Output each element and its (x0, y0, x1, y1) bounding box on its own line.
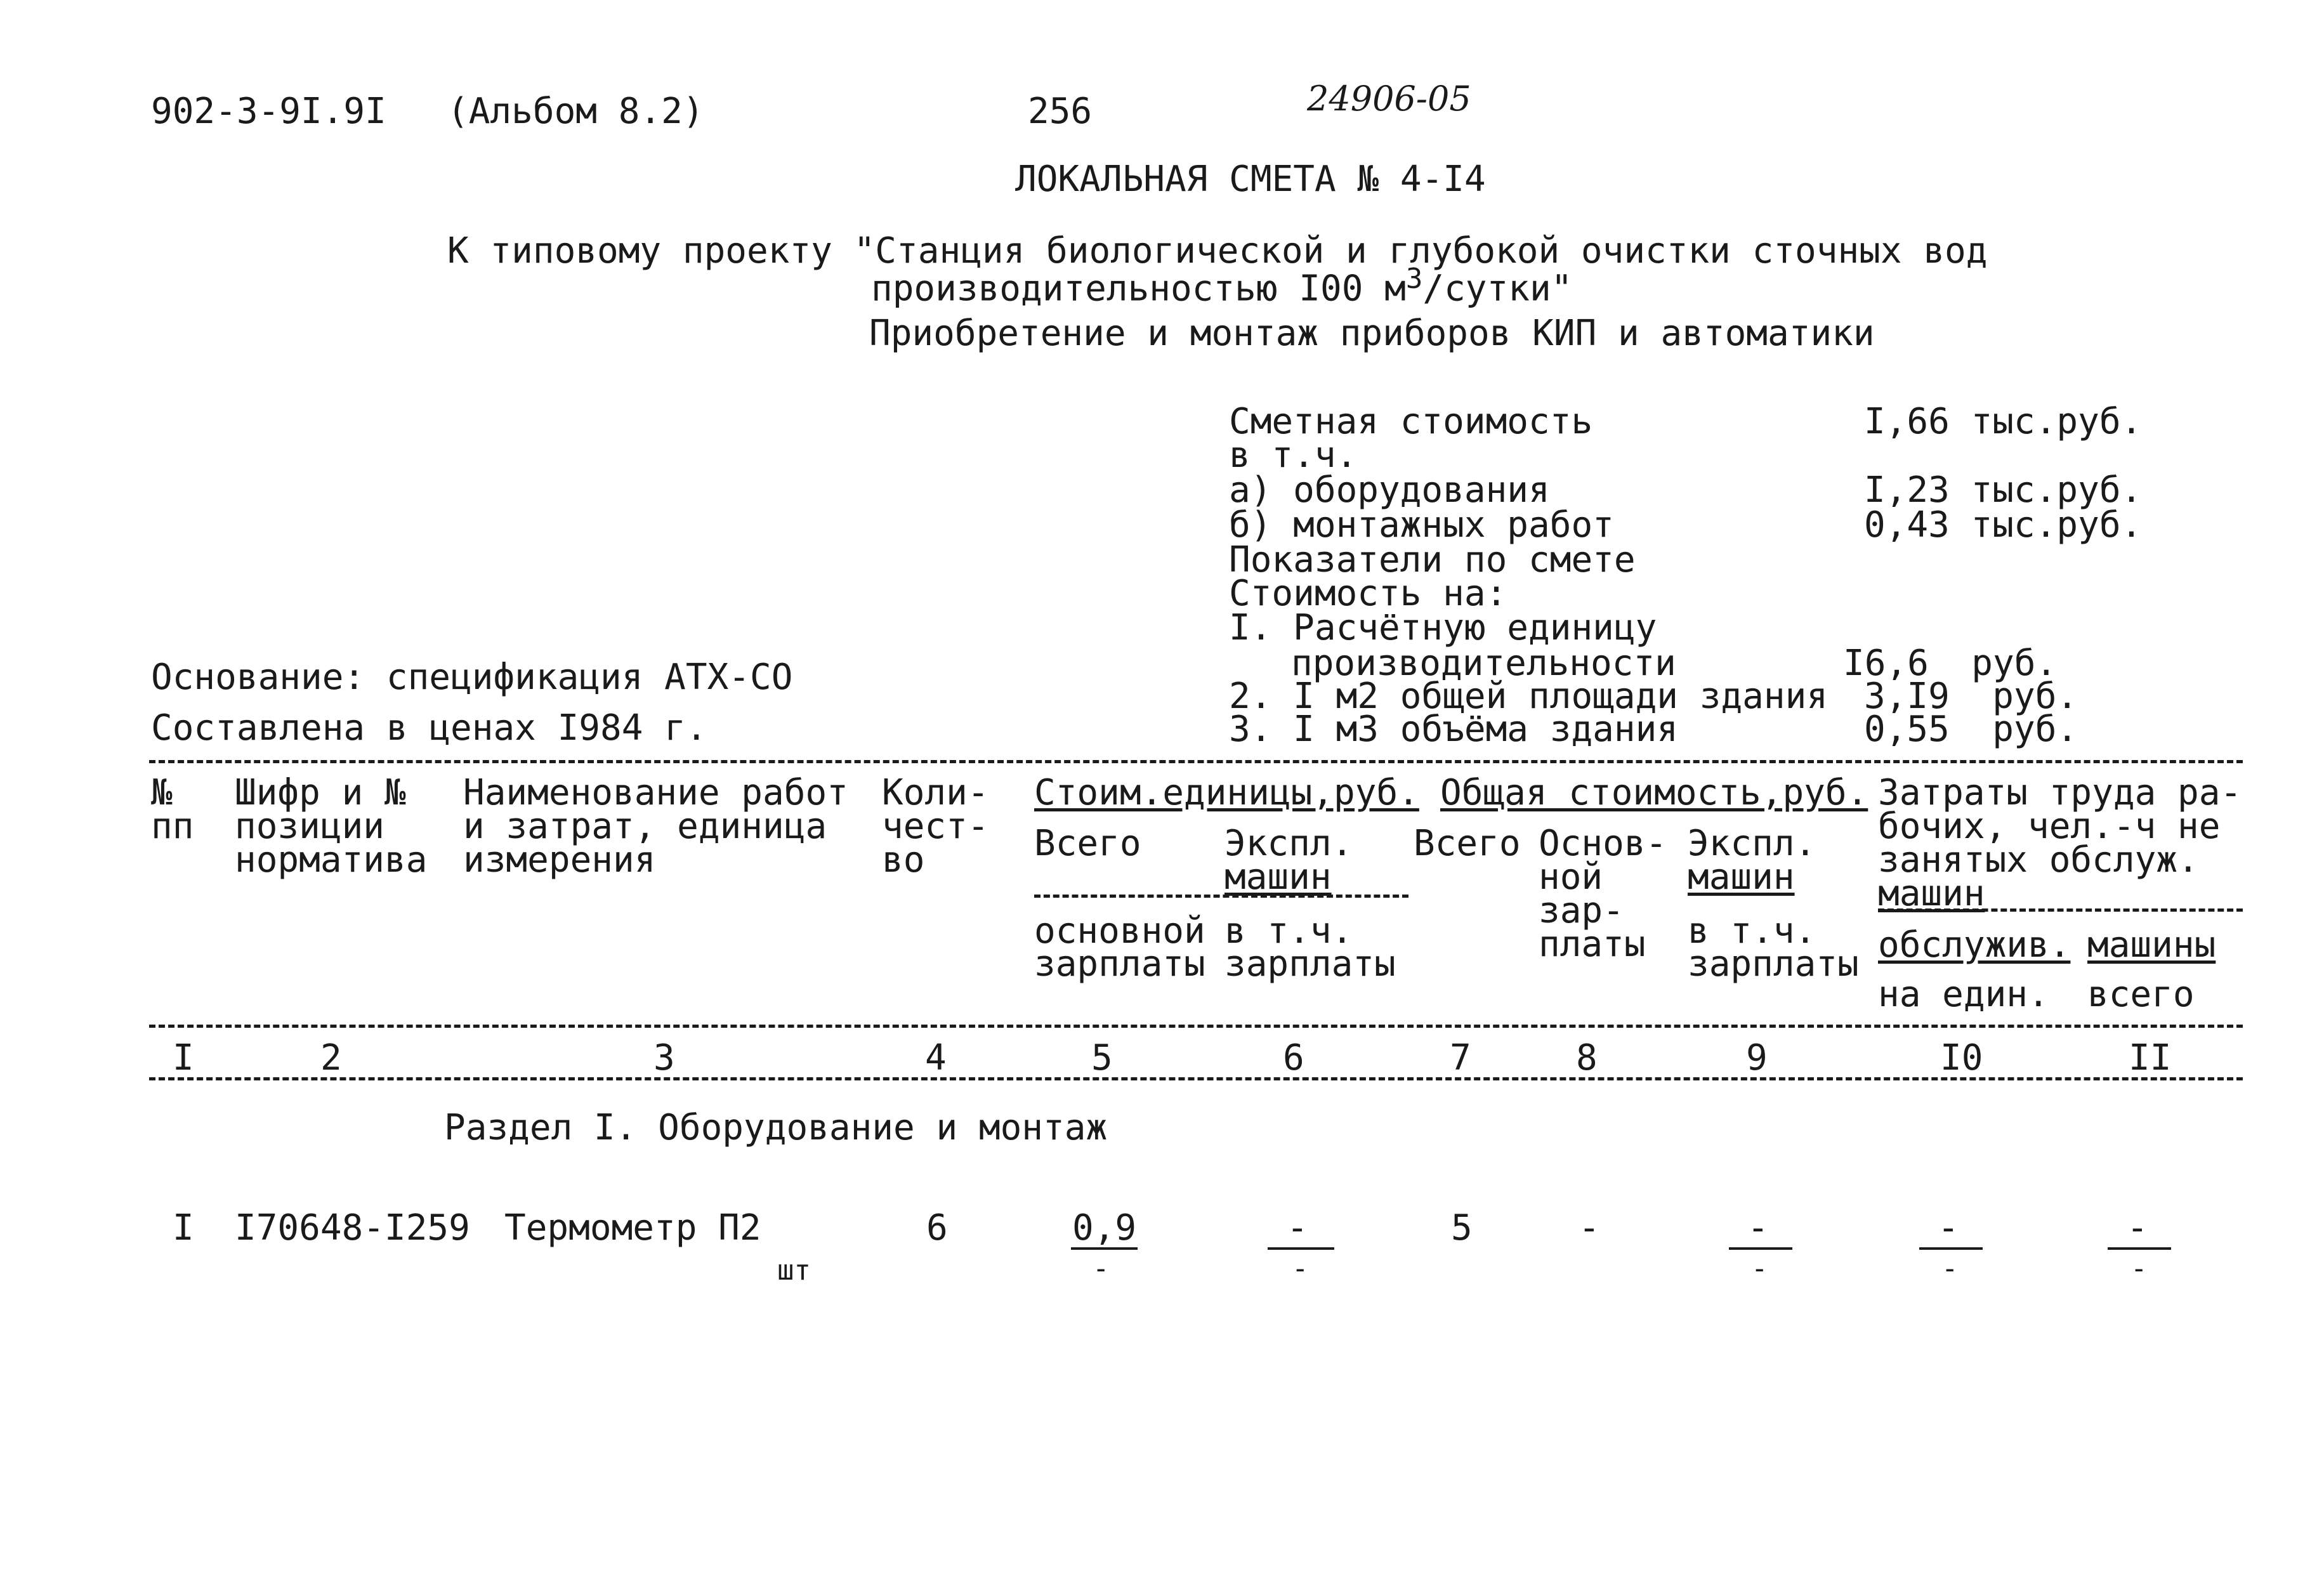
row-unit-cost: 0,9 (1072, 1207, 1137, 1249)
row-unit-machine: - (1287, 1207, 1308, 1249)
album-label: (Альбом 8.2) (447, 91, 704, 132)
col3-header-3: измерения (463, 839, 656, 881)
col6-header-top-2: машин (1224, 856, 1332, 898)
col1-header-1: № (151, 772, 173, 813)
row-number: I (173, 1207, 194, 1249)
col11-header-1: машины (2087, 924, 2216, 966)
col4-header-1: Коли- (882, 772, 989, 813)
labor-header-3: занятых обслуж. (1878, 839, 2199, 881)
subject-line: Приобретение и монтаж приборов КИП и автоматики (869, 313, 1875, 354)
doc-code: 902-3-9I.9I (151, 91, 386, 132)
indicator-1-value: I6,6 руб. (1843, 643, 2058, 684)
total-cost-group-header: Общая стоимость,руб. (1440, 772, 1868, 813)
row-labor-total: - (2127, 1207, 2148, 1249)
col11-header-2: всего (2087, 974, 2195, 1015)
mounting-label: б) монтажных работ (1229, 504, 1614, 546)
column-numbers-bottom-line (149, 1077, 2243, 1080)
column-number: 4 (925, 1037, 947, 1079)
column-number: 6 (1283, 1037, 1304, 1079)
col9-header-bottom-2: зарплаты (1688, 943, 1859, 985)
col5-header-top: Всего (1034, 823, 1141, 864)
table-top-line (149, 760, 2243, 763)
col8-header-3: зар- (1539, 890, 1624, 931)
row-code: I70648-I259 (235, 1207, 470, 1249)
col6-header-top-1: Экспл. (1224, 823, 1353, 864)
section-title: Раздел I. Оборудование и монтаж (444, 1107, 1108, 1148)
unit-cost-group-header: Стоим.единицы,руб. (1034, 772, 1419, 813)
column-number: 5 (1091, 1037, 1113, 1079)
labor-header-4: машин (1878, 873, 1985, 914)
fraction-line (1729, 1247, 1792, 1250)
column-number: 2 (320, 1037, 342, 1079)
estimate-title: ЛОКАЛЬНАЯ СМЕТА № 4-I4 (1015, 159, 1486, 200)
column-number: II (2129, 1037, 2172, 1079)
col4-header-2: чест- (882, 806, 989, 847)
row-total-base-wage: - (1579, 1207, 1600, 1249)
labor-header-1: Затраты труда ра- (1878, 772, 2242, 813)
indicator-1-line-2: производительности (1291, 643, 1676, 684)
row-unit-cost-wage: - (1093, 1252, 1110, 1285)
cost-per-label: Стоимость на: (1229, 573, 1507, 614)
col2-header-2: позиции (235, 806, 385, 847)
col10-header-1: обслужив. (1878, 924, 2071, 966)
unit-cost-split-line (1034, 895, 1408, 898)
col5-header-bottom-2: зарплаты (1034, 943, 1205, 985)
labor-header-2: бочих, чел.-ч не (1878, 806, 2221, 847)
indicator-1-line-1: I. Расчётную единицу (1229, 607, 1657, 648)
col8-header-1: Основ- (1539, 823, 1667, 864)
col7-header: Всего (1414, 823, 1521, 864)
row-quantity: 6 (926, 1207, 948, 1249)
fraction-line (2108, 1247, 2171, 1250)
row-labor-unit: - (1938, 1207, 1959, 1249)
row-unit-machine-wage: - (1292, 1252, 1309, 1285)
col9-header-bottom-1: в т.ч. (1688, 910, 1816, 952)
col2-header-1: Шифр и № (235, 772, 406, 813)
column-number: 7 (1450, 1037, 1471, 1079)
col9-header-top-2: машин (1688, 856, 1795, 898)
row-total-machine: - (1747, 1207, 1769, 1249)
indicator-2-value: 3,I9 руб. (1864, 676, 2078, 717)
fraction-line (1268, 1247, 1334, 1250)
col3-header-1: Наименование работ (463, 772, 848, 813)
row-total: 5 (1451, 1207, 1473, 1249)
row-labor-unit-sub: - (1941, 1252, 1959, 1285)
cost-label: Сметная стоимость (1229, 401, 1593, 442)
col9-header-top-1: Экспл. (1688, 823, 1816, 864)
column-number: 8 (1576, 1037, 1598, 1079)
cost-value: I,66 тыс.руб. (1864, 401, 2143, 442)
row-labor-total-sub: - (2130, 1252, 2148, 1285)
col6-header-bottom-2: зарплаты (1224, 943, 1396, 985)
col3-header-2: и затрат, единица (463, 806, 827, 847)
row-total-machine-wage: - (1751, 1252, 1768, 1285)
fraction-line (1919, 1247, 1983, 1250)
project-line-2: производительностью I00 $м^3$/сутки" (871, 263, 1573, 310)
indicator-2-label: 2. I м2 общей площади здания (1229, 676, 1828, 717)
row-name: Термометр П2 (504, 1207, 761, 1249)
project-line-1: К типовому проекту "Станция биологической и глубокой очистки сточных вод (447, 230, 1988, 272)
prices-label: Составлена в ценах I984 г. (151, 707, 707, 749)
col10-header-2: на един. (1878, 974, 2049, 1015)
col2-header-3: норматива (235, 839, 428, 881)
mounting-value: 0,43 тыс.руб. (1864, 504, 2143, 546)
labor-split-line (1878, 908, 2243, 912)
equipment-value: I,23 тыс.руб. (1864, 469, 2143, 511)
column-number: 9 (1746, 1037, 1768, 1079)
col8-header-2: ной (1539, 856, 1603, 898)
row-unit: шт (777, 1254, 811, 1287)
basis-label: Основание: спецификация АТХ-СО (151, 657, 793, 698)
handwritten-ref: 24906-05 (1307, 79, 1471, 119)
col1-header-2: пп (151, 806, 194, 847)
incl-label: в т.ч. (1229, 435, 1358, 476)
indicator-3-label: 3. I м3 объёма здания (1229, 709, 1679, 750)
equipment-label: а) оборудования (1229, 469, 1550, 511)
indicator-3-value: 0,55 руб. (1864, 709, 2078, 750)
col6-header-bottom-1: в т.ч. (1224, 910, 1353, 952)
column-number: I0 (1940, 1037, 1983, 1079)
page-number: 256 (1028, 91, 1093, 132)
column-number: 3 (653, 1037, 675, 1079)
column-number: I (173, 1037, 194, 1079)
indicators-label: Показатели по смете (1229, 539, 1636, 580)
col8-header-4: платы (1539, 924, 1646, 965)
col5-header-bottom-1: основной (1034, 910, 1205, 952)
column-numbers-top-line (149, 1025, 2243, 1028)
fraction-line (1071, 1247, 1138, 1250)
col4-header-3: во (882, 839, 925, 881)
